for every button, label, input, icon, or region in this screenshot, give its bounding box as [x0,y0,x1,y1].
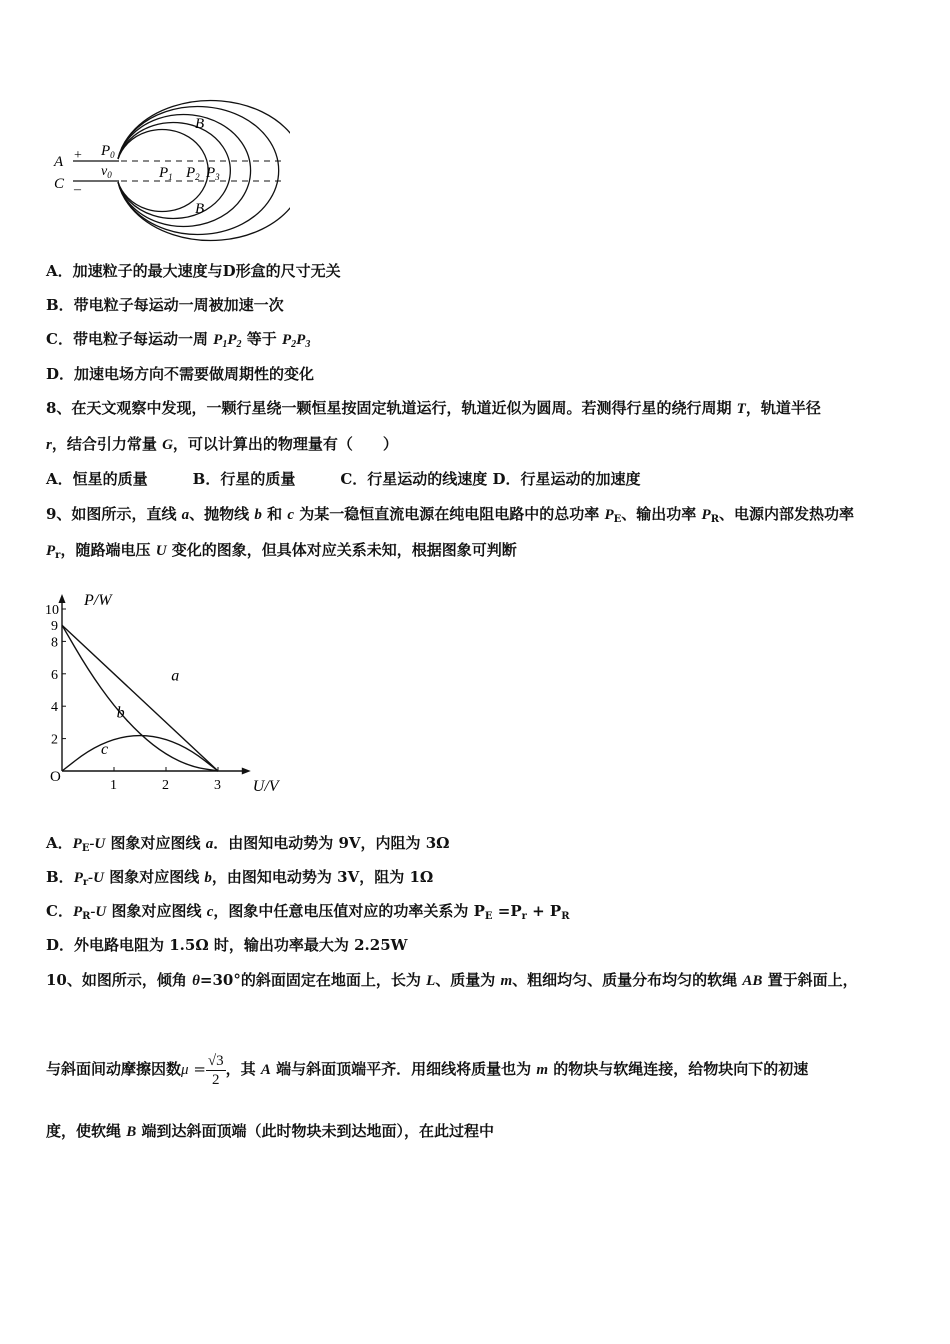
q9-text: ，随路端电压 [60,541,156,559]
q9-text: 、输出功率 [621,505,702,523]
q10-text: 与斜面间动摩擦因数 [46,1060,182,1078]
x-tick-label: 3 [214,778,221,793]
q9-text: 、抛物线 [189,505,255,523]
equals-sign: = [188,1060,206,1078]
q9-text: A． [46,834,73,852]
q7-option-c [46,329,310,355]
x-axis-label: U/V [252,778,279,795]
q9-option-a [46,833,450,859]
label-v0: $v_0$ [101,164,112,180]
var-P: P [46,543,56,559]
sub-1: 1 [222,339,228,350]
label-P3: $P_3$ [206,165,220,182]
label-P2: $P_2$ [186,165,200,182]
var-P: P [473,902,485,920]
var-c: c [206,904,214,920]
var-U: -U [88,870,104,886]
label-P0: $P_0$ [101,143,115,160]
q7-option-c-mid: 等于 [241,330,282,348]
q10-text: 度，使软绳 [46,1122,127,1140]
var-T: T [736,401,746,417]
q9-text: 为某一稳恒直流电源在纯电阻电路中的总功率 [294,505,605,523]
q9-text: ，由图知电动势为 3V，阻为 1Ω [211,868,434,886]
sub-2: 2 [291,339,297,350]
q10-text: 的物块与软绳连接，给物块向下的初速 [548,1060,809,1078]
q10-text: 端与斜面顶端平齐．用细线将质量也为 [270,1060,537,1078]
q9-text: 9、如图所示，直线 [46,505,182,523]
sub-r: r [55,550,61,561]
series-label-c: c [101,740,109,758]
var-P: P [701,507,711,523]
series-label-b: b [116,704,125,722]
var-P: P [72,904,83,920]
var-U: -U [89,836,106,852]
q9-text: B． [46,868,74,886]
q7-option-d: D．加速电场方向不需要做周期性的变化 [46,365,315,383]
q9-stem-line2 [46,540,517,566]
var-B: B [126,1124,137,1140]
q8-options: A．恒星的质量 B．行星的质量 C．行星运动的线速度 D．行星运动的加速度 [46,470,641,488]
q9-stem-line1 [46,504,854,530]
var-A: A [260,1062,271,1078]
sub-R: R [82,911,91,922]
var-m: m [500,973,513,989]
label-C: C [54,176,65,192]
y-tick-label-9: 9 [51,619,58,635]
var-P: P [510,902,522,920]
var-P: P [72,836,82,852]
var-c: c [287,507,295,523]
var-P: P [549,902,562,920]
q8-text: ，轨道半径 [745,399,821,417]
q9-option-c [46,901,570,927]
q10-stem-line1 [46,970,858,991]
var-P: P [213,332,223,348]
q10-text: =30°的斜面固定在地面上，长为 [199,971,427,989]
y-tick-label: 8 [51,635,58,651]
q8-text: ，结合引力常量 [51,435,163,453]
q10-text: 10、如图所示，倾角 [46,971,193,989]
y-tick-label: 2 [51,732,58,748]
var-theta: θ [192,973,200,989]
sub-R: R [710,514,719,525]
var-L: L [426,973,436,989]
q8-stem-line2 [46,434,398,455]
var-P: P [73,870,83,886]
q9-option-b [46,867,433,893]
sub-E: E [613,514,622,525]
var-P: P [604,507,614,523]
sub-3: 3 [305,339,311,350]
var-P: P [281,332,292,348]
sub-2: 2 [236,339,242,350]
var-r: r [46,437,52,453]
sub-R: R [561,911,570,922]
q10-text: 端到达斜面顶端（此时物块未到达地面），在此过程中 [136,1122,494,1140]
y-axis-arrow [59,594,66,603]
var-P: P [227,332,237,348]
var-b: b [204,870,212,886]
series-line-a [62,625,218,771]
q9-text: 图象对应图线 [105,834,206,852]
series-line-c [62,736,218,771]
q9-text: = [492,902,511,920]
var-U: U [155,543,167,559]
q10-text: 、质量为 [435,971,501,989]
fraction-numerator: √3 [207,1052,224,1069]
sub-E: E [81,843,90,854]
x-axis-arrow [242,768,251,775]
label-B-bottom: B [195,201,205,217]
var-AB: AB [742,973,763,989]
q9-text: ．由图知电动势为 9V，内阻为 3Ω [213,834,450,852]
q7-option-a: A．加速粒子的最大速度与D形盒的尺寸无关 [46,262,341,280]
label-B-top: B [195,116,205,132]
q9-text: 变化的图象，但具体对应关系未知，根据图象可判断 [166,541,517,559]
power-voltage-chart [40,575,290,805]
q8-text: 8、在天文观察中发现，一颗行星绕一颗恒星按固定轨道运行，轨道近似为圆周。若测得行星的绕行周期 [46,399,737,417]
label-P1: $P_1$ [159,165,173,182]
q9-text: + [526,902,550,920]
y-tick-label: 6 [51,667,58,683]
var-U: -U [90,904,107,920]
x-tick-label: 2 [162,778,169,793]
y-axis-label: P/W [84,592,112,609]
sub-r: r [82,877,89,888]
cyclotron-diagram [45,95,290,245]
fraction-sqrt3-over-2 [206,1052,226,1089]
var-P: P [296,332,306,348]
q9-text: 、电源内部发热功率 [719,505,855,523]
q10-text: 、粗细均匀、质量分布均匀的软绳 [512,971,743,989]
q10-text: ，其 [225,1060,261,1078]
sub-E: E [484,911,493,922]
origin-label: O [50,769,61,785]
var-a: a [181,507,190,523]
var-b: b [254,507,262,523]
var-m: m [536,1062,548,1078]
q9-text: 和 [261,505,288,523]
var-G: G [162,437,173,453]
q9-text: 图象对应图线 [103,868,205,886]
q9-text: ，图象中任意电压值对应的功率关系为 [213,902,474,920]
q9-text: C． [46,902,73,920]
q7-option-b: B．带电粒子每运动一周被加速一次 [46,296,284,314]
q7-option-c-text: C．带电粒子每运动一周 [46,330,214,348]
q10-text: 置于斜面上， [762,971,858,989]
q8-stem-line1 [46,398,821,419]
x-tick-label: 1 [110,778,117,793]
q9-option-d: D．外电路电阻为 1.5Ω 时，输出功率最大为 2.25W [46,936,408,954]
series-label-a: a [171,667,180,685]
q10-stem-line2 [46,1047,808,1092]
fraction-denominator: 2 [212,1071,220,1088]
label-minus: – [74,182,81,197]
sub-r: r [521,911,527,922]
label-A: A [54,154,64,170]
q9-text: 图象对应图线 [106,902,207,920]
var-mu: μ [181,1062,189,1078]
y-tick-label: 10 [45,603,59,618]
q10-stem-line3 [46,1121,494,1142]
var-a: a [205,836,214,852]
y-tick-label: 4 [51,700,58,716]
label-plus: + [74,148,82,163]
q8-text: ，可以计算出的物理量有（ ） [172,435,398,453]
